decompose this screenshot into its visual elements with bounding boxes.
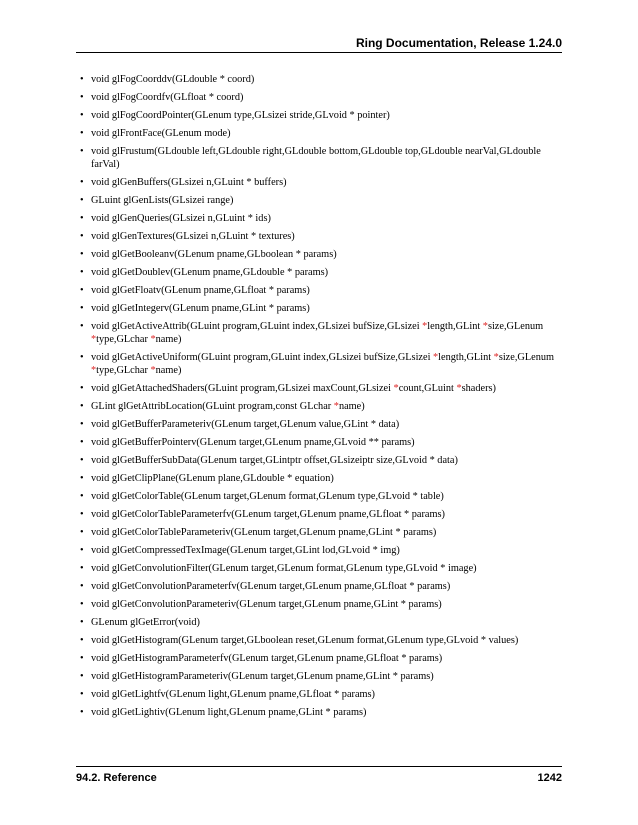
highlight-marker: *	[493, 352, 499, 363]
list-item	[76, 508, 564, 521]
list-item	[76, 526, 564, 539]
list-item	[76, 176, 564, 189]
list-item-text: GLint glGetAttribLocation(GLuint program,const GLchar	[91, 401, 334, 412]
list-item	[76, 436, 564, 449]
list-item-text: void glGetBufferParameteriv(GLenum target,GLenum value,GLint * data)	[91, 419, 400, 430]
list-item-text: name)	[155, 365, 182, 376]
list-item	[76, 634, 564, 647]
list-item-text: void glGetConvolutionFilter(GLenum target,GLenum format,GLenum type,GLvoid * image)	[91, 563, 477, 574]
list-item-text: name)	[155, 334, 182, 345]
list-item-text: void glGetClipPlane(GLenum plane,GLdouble * equation)	[91, 473, 334, 484]
list-item	[76, 652, 564, 665]
list-item	[76, 248, 564, 261]
highlight-marker: *	[150, 334, 156, 345]
list-item-text: void glGetIntegerv(GLenum pname,GLint * params)	[91, 303, 310, 314]
list-item-text: void glFogCoordPointer(GLenum type,GLsizei stride,GLvoid * pointer)	[91, 110, 390, 121]
highlight-marker: *	[422, 321, 428, 332]
highlight-marker: *	[433, 352, 439, 363]
list-item	[76, 382, 564, 395]
list-item-text: GLenum glGetError(void)	[91, 617, 200, 628]
function-list	[76, 73, 564, 724]
list-item-text: size,GLenum	[498, 352, 554, 363]
list-item-text: name)	[338, 401, 365, 412]
list-item	[76, 544, 564, 557]
list-item	[76, 194, 564, 207]
list-item-text: void glGetHistogramParameteriv(GLenum target,GLenum pname,GLint * params)	[91, 671, 434, 682]
highlight-marker: *	[456, 383, 462, 394]
list-item	[76, 127, 564, 140]
list-item-text: void glGetBooleanv(GLenum pname,GLboolean * params)	[91, 249, 337, 260]
list-item	[76, 400, 564, 413]
list-item	[76, 562, 564, 575]
list-item	[76, 670, 564, 683]
list-item	[76, 688, 564, 701]
list-item-text: size,GLenum	[487, 321, 544, 332]
highlight-marker: *	[482, 321, 488, 332]
header-divider	[76, 52, 562, 53]
footer-page-number: 1242	[537, 772, 562, 784]
list-item-text: length,GLint	[427, 321, 483, 332]
highlight-marker: *	[393, 383, 399, 394]
list-item-text: void glGetHistogram(GLenum target,GLboolean reset,GLenum format,GLenum type,GLvoid * values)	[91, 635, 519, 646]
list-item-text: void glGetDoublev(GLenum pname,GLdouble * params)	[91, 267, 329, 278]
list-item-text: count,GLuint	[398, 383, 457, 394]
list-item	[76, 230, 564, 243]
list-item	[76, 490, 564, 503]
list-item	[76, 616, 564, 629]
list-item	[76, 266, 564, 279]
list-item-text: void glGetAttachedShaders(GLuint program,GLsizei maxCount,GLsizei	[91, 383, 394, 394]
list-item	[76, 145, 564, 171]
list-item	[76, 580, 564, 593]
list-item-text: GLuint glGenLists(GLsizei range)	[91, 195, 234, 206]
list-item-text: void glFrontFace(GLenum mode)	[91, 128, 231, 139]
highlight-marker: *	[91, 334, 97, 345]
list-item-text: void glGenTextures(GLsizei n,GLuint * textures)	[91, 231, 295, 242]
list-item-text: void glGetLightfv(GLenum light,GLenum pname,GLfloat * params)	[91, 689, 375, 700]
list-item-text: void glFogCoordfv(GLfloat * coord)	[91, 92, 244, 103]
list-item	[76, 73, 564, 86]
list-item	[76, 91, 564, 104]
highlight-marker: *	[91, 365, 97, 376]
highlight-marker: *	[333, 401, 339, 412]
list-item	[76, 454, 564, 467]
footer-section: 94.2. Reference	[76, 772, 157, 784]
list-item-text: void glGetLightiv(GLenum light,GLenum pname,GLint * params)	[91, 707, 367, 718]
list-item	[76, 598, 564, 611]
list-item-text: void glGetConvolutionParameterfv(GLenum target,GLenum pname,GLfloat * params)	[91, 581, 451, 592]
list-item-text: void glGetBufferSubData(GLenum target,GLintptr offset,GLsizeiptr size,GLvoid * data)	[91, 455, 458, 466]
page-header-title: Ring Documentation, Release 1.24.0	[355, 36, 562, 50]
list-item	[76, 706, 564, 719]
highlight-marker: *	[150, 365, 156, 376]
list-item-text: void glGetBufferPointerv(GLenum target,GLenum pname,GLvoid ** params)	[91, 437, 415, 448]
list-item	[76, 418, 564, 431]
list-item-text: void glGenQueries(GLsizei n,GLuint * ids)	[91, 213, 271, 224]
list-item-text: length,GLint	[438, 352, 494, 363]
list-item-text: type,GLchar	[96, 365, 151, 376]
list-item-text: void glGetColorTableParameterfv(GLenum target,GLenum pname,GLfloat * params)	[91, 509, 445, 520]
list-item-text: void glFogCoorddv(GLdouble * coord)	[91, 74, 255, 85]
list-item-text: void glGetConvolutionParameteriv(GLenum target,GLenum pname,GLint * params)	[91, 599, 442, 610]
list-item-text: void glGetActiveAttrib(GLuint program,GLuint index,GLsizei bufSize,GLsizei	[91, 321, 423, 332]
list-item-text: void glFrustum(GLdouble left,GLdouble right,GLdouble bottom,GLdouble top,GLdouble nearVal,GLdouble farVal)	[91, 146, 541, 170]
list-item-text: void glGetFloatv(GLenum pname,GLfloat * params)	[91, 285, 310, 296]
list-item-text: shaders)	[461, 383, 496, 394]
footer-divider	[76, 766, 562, 767]
list-item	[76, 351, 564, 377]
list-item-text: void glGetCompressedTexImage(GLenum target,GLint lod,GLvoid * img)	[91, 545, 400, 556]
list-item-text: void glGetHistogramParameterfv(GLenum target,GLenum pname,GLfloat * params)	[91, 653, 443, 664]
list-item-text: type,GLchar	[96, 334, 151, 345]
list-item	[76, 109, 564, 122]
list-item-text: void glGetActiveUniform(GLuint program,GLuint index,GLsizei bufSize,GLsizei	[91, 352, 434, 363]
list-item-text: void glGetColorTable(GLenum target,GLenum format,GLenum type,GLvoid * table)	[91, 491, 444, 502]
list-item	[76, 212, 564, 225]
list-item	[76, 472, 564, 485]
list-item	[76, 284, 564, 297]
list-item-text: void glGetColorTableParameteriv(GLenum target,GLenum pname,GLint * params)	[91, 527, 437, 538]
list-item	[76, 320, 564, 346]
list-item	[76, 302, 564, 315]
list-item-text: void glGenBuffers(GLsizei n,GLuint * buffers)	[91, 177, 287, 188]
